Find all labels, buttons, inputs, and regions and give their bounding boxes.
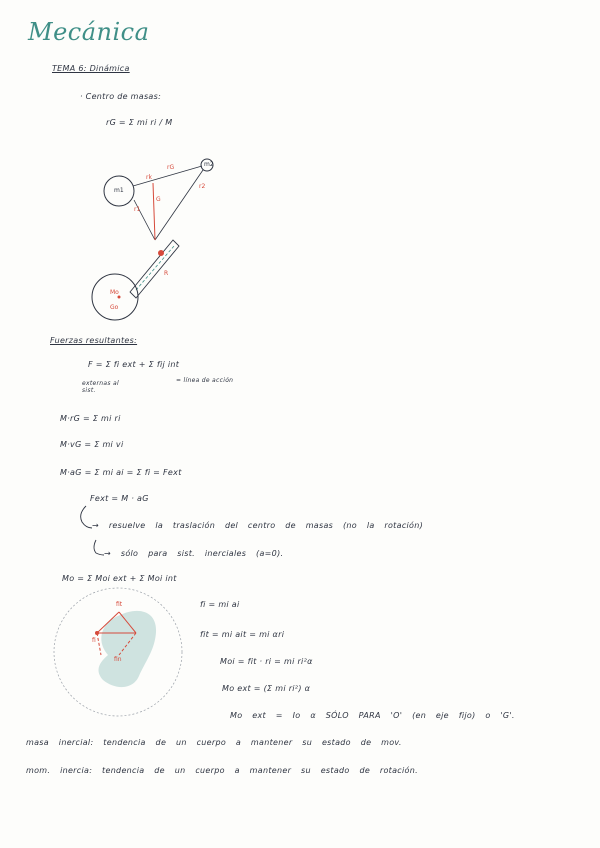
eq-4: Fext = M · aG bbox=[90, 494, 149, 503]
eq-2: M·vG = Σ mi vi bbox=[60, 440, 124, 449]
label-go: Go bbox=[110, 304, 119, 311]
rot-eq-1: fi = mi ai bbox=[200, 600, 240, 609]
label-r1: r1 bbox=[134, 206, 141, 213]
bullet-centro-masas: · Centro de masas: bbox=[80, 92, 162, 101]
rot-eq-3: Moi = fit · ri = mi ri²α bbox=[220, 657, 313, 666]
label-rg: rG bbox=[167, 164, 175, 171]
label-m1: m1 bbox=[114, 187, 124, 194]
eq-3: M·aG = Σ mi ai = Σ fi = Fext bbox=[60, 468, 182, 477]
label-r: R bbox=[164, 270, 169, 277]
rot-eq-4: Mo ext = (Σ mi ri²) α bbox=[222, 684, 311, 693]
section-heading: TEMA 6: Dinámica bbox=[52, 64, 130, 73]
f-note-left: externas al sist. bbox=[82, 380, 119, 394]
label-fi: fi bbox=[92, 637, 96, 644]
note-traslacion: → resuelve la traslación del centro de masas (no la rotación) bbox=[92, 521, 424, 530]
f-formula: F = Σ fi ext + Σ fij int bbox=[88, 360, 180, 369]
label-fin: fin bbox=[114, 656, 122, 663]
f-note-right: = línea de acción bbox=[176, 377, 234, 384]
rot-eq-2: fit = mi ait = mi αri bbox=[200, 630, 285, 639]
momento-inercia: mom. inercia: tendencia de un cuerpo a mantener su estado de rotación. bbox=[26, 766, 418, 775]
masa-inercial: masa inercial: tendencia de un cuerpo a mantener su estado de mov. bbox=[26, 738, 402, 747]
eq-1: M·rG = Σ mi ri bbox=[60, 414, 121, 423]
label-r2: r2 bbox=[199, 183, 206, 190]
cm-formula: rG = Σ mi ri / M bbox=[106, 118, 173, 127]
note-inerciales: → sólo para sist. inerciales (a=0). bbox=[104, 549, 284, 558]
forces-heading: Fuerzas resultantes: bbox=[50, 336, 138, 345]
label-rk: rk bbox=[146, 174, 152, 181]
label-m2: m2 bbox=[204, 161, 214, 168]
label-fit: fit bbox=[116, 601, 123, 608]
label-g: G bbox=[156, 196, 161, 203]
eq-5: Mo = Σ Moi ext + Σ Moi int bbox=[62, 574, 177, 583]
label-mo: Mo bbox=[110, 289, 119, 296]
rot-eq-5: Mo ext = Io α SÓLO PARA 'O' (en eje fijo) o 'G'. bbox=[230, 711, 515, 720]
page-title: Mecánica bbox=[28, 18, 150, 46]
